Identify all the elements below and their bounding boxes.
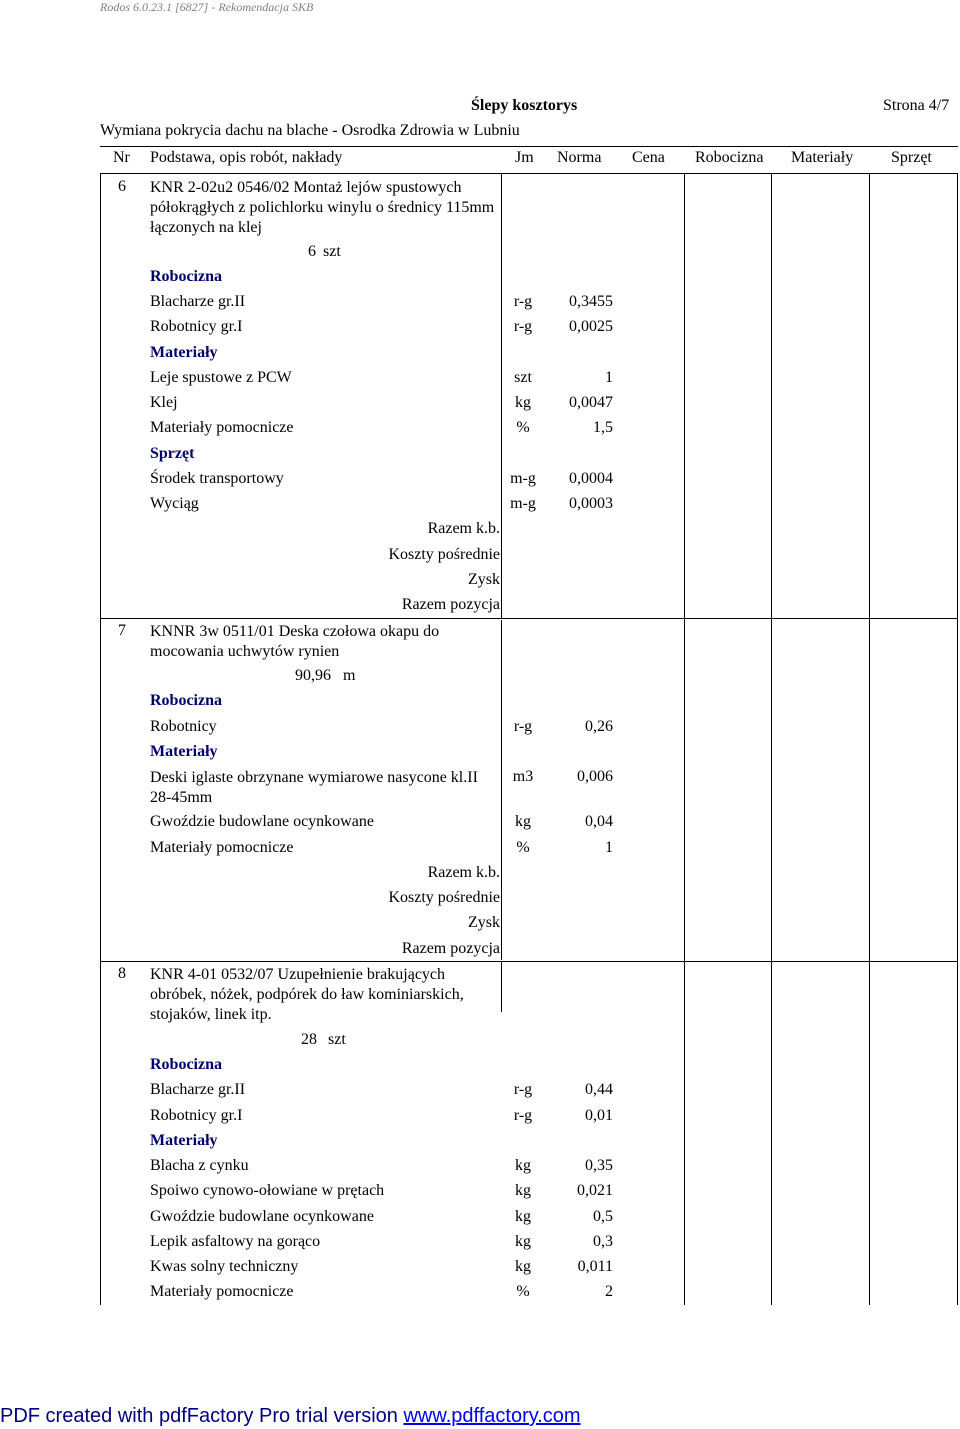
position-separator <box>100 618 958 619</box>
resource-unit: szt <box>514 369 532 386</box>
sum-razem-kb: Razem k.b. <box>427 864 500 881</box>
pdf-footer <box>0 1405 581 1428</box>
sum-zysk: Zysk <box>468 914 500 931</box>
resource-norm: 0,0004 <box>569 470 613 487</box>
resource-norm: 0,0025 <box>569 318 613 335</box>
resource-norm: 0,01 <box>585 1107 613 1124</box>
col-line-materialy <box>869 173 870 1305</box>
resource-name: Środek transportowy <box>150 470 284 487</box>
section-robocizna: Robocizna <box>150 268 222 285</box>
col-line-desc-8 <box>501 962 502 1012</box>
footer-text: PDF created with pdfFactory Pro trial version <box>0 1405 404 1427</box>
position-description: KNR 2-02u2 0546/02 Montaż lejów spustowych półokrągłych z polichlorku winylu o średnicy 115mm łączonych na klej <box>150 179 495 236</box>
col-header-materialy: Materiały <box>791 149 854 166</box>
section-materialy: Materiały <box>150 344 218 361</box>
resource-unit: kg <box>515 394 531 411</box>
col-header-opis: Podstawa, opis robót, nakłady <box>150 149 343 166</box>
section-robocizna: Robocizna <box>150 692 222 709</box>
resource-unit: kg <box>515 1233 531 1250</box>
col-line-left <box>100 173 101 1305</box>
resource-norm: 0,5 <box>593 1208 613 1225</box>
resource-unit: r-g <box>513 1107 533 1124</box>
resource-unit: % <box>516 839 530 856</box>
page-number: Strona 4/7 <box>883 97 950 114</box>
col-header-sprzet: Sprzęt <box>891 149 932 166</box>
sum-razem-kb: Razem k.b. <box>427 520 500 537</box>
resource-unit: m3 <box>512 768 534 785</box>
sum-koszty-posrednie: Koszty pośrednie <box>388 889 500 906</box>
col-header-nr: Nr <box>113 149 130 166</box>
resource-unit: kg <box>515 1157 531 1174</box>
resource-unit: r-g <box>513 318 533 335</box>
resource-unit: kg <box>515 1208 531 1225</box>
resource-norm: 0,3455 <box>569 293 613 310</box>
col-header-robocizna: Robocizna <box>695 149 764 166</box>
resource-name: Robotnicy <box>150 718 217 735</box>
resource-name: Materiały pomocnicze <box>150 1283 294 1300</box>
col-header-cena: Cena <box>632 149 665 166</box>
document-subtitle: Wymiana pokrycia dachu na blache - Osrodka Zdrowia w Lubniu <box>100 122 520 139</box>
resource-norm: 0,26 <box>585 718 613 735</box>
header-bottom-rule <box>100 173 958 174</box>
resource-norm: 0,3 <box>593 1233 613 1250</box>
resource-norm: 0,0003 <box>569 495 613 512</box>
resource-name: Robotnicy gr.I <box>150 1107 243 1124</box>
resource-name: Blacha z cynku <box>150 1157 249 1174</box>
resource-unit: kg <box>515 1258 531 1275</box>
sum-koszty-posrednie: Koszty pośrednie <box>388 546 500 563</box>
position-number: 7 <box>118 622 126 639</box>
resource-name: Lepik asfaltowy na gorąco <box>150 1233 321 1250</box>
resource-unit: kg <box>515 813 531 830</box>
position-description: KNR 4-01 0532/07 Uzupełnienie brakujących obróbek, nóżek, podpórek do ław kominiarskich, stojaków, linek itp. <box>150 966 464 1023</box>
resource-norm: 2 <box>605 1283 613 1300</box>
document-title: Ślepy kosztorys <box>471 97 578 114</box>
footer-link[interactable]: www.pdffactory.com <box>403 1405 581 1427</box>
header-top-rule <box>100 146 958 147</box>
position-quantity: 90,96 <box>295 667 331 684</box>
position-description: KNNR 3w 0511/01 Deska czołowa okapu do mocowania uchwytów rynien <box>150 623 440 660</box>
app-name: Rodos 6.0.23.1 [6827] - Rekomendacja SKB <box>100 0 314 14</box>
resource-name: Gwoździe budowlane ocynkowane <box>150 1208 374 1225</box>
resource-name: Materiały pomocnicze <box>150 839 294 856</box>
resource-norm: 0,44 <box>585 1081 613 1098</box>
resource-name: Leje spustowe z PCW <box>150 369 292 386</box>
resource-unit: m-g <box>510 470 536 487</box>
resource-unit: % <box>516 419 530 436</box>
resource-norm: 1 <box>605 369 613 386</box>
sum-zysk: Zysk <box>468 571 500 588</box>
resource-name: Blacharze gr.II <box>150 1081 246 1098</box>
col-line-cena <box>684 173 685 1305</box>
resource-name: Materiały pomocnicze <box>150 419 294 436</box>
sum-razem-pozycja: Razem pozycja <box>401 940 500 957</box>
section-materialy: Materiały <box>150 1132 218 1149</box>
section-robocizna: Robocizna <box>150 1056 222 1073</box>
resource-name: Gwoździe budowlane ocynkowane <box>150 813 374 830</box>
resource-unit: r-g <box>513 718 533 735</box>
resource-unit: % <box>516 1283 530 1300</box>
resource-norm: 1,5 <box>593 419 613 436</box>
resource-name: Klej <box>150 394 178 411</box>
section-sprzet: Sprzęt <box>150 445 195 462</box>
resource-name: Deski iglaste obrzynane wymiarowe nasycone kl.II 28-45mm <box>150 769 478 806</box>
section-materialy: Materiały <box>150 743 218 760</box>
resource-unit: m-g <box>510 495 536 512</box>
resource-unit: r-g <box>513 1081 533 1098</box>
position-number: 8 <box>118 965 126 982</box>
sum-razem-pozycja: Razem pozycja <box>401 596 500 613</box>
position-quantity: 6 <box>308 243 316 260</box>
resource-norm: 1 <box>605 839 613 856</box>
resource-unit: kg <box>515 1182 531 1199</box>
resource-name: Wyciąg <box>150 495 199 512</box>
col-line-desc-7 <box>501 620 502 960</box>
resource-unit: r-g <box>513 293 533 310</box>
resource-name: Robotnicy gr.I <box>150 318 243 335</box>
resource-name: Kwas solny techniczny <box>150 1258 299 1275</box>
resource-norm: 0,006 <box>577 768 613 785</box>
resource-norm: 0,04 <box>585 813 613 830</box>
resource-norm: 0,021 <box>577 1182 613 1199</box>
position-quantity: 28 <box>301 1031 317 1048</box>
resource-name: Blacharze gr.II <box>150 293 246 310</box>
col-header-norma: Norma <box>557 149 602 166</box>
position-unit: m <box>343 667 356 684</box>
position-number: 6 <box>118 178 126 195</box>
position-separator <box>100 961 958 962</box>
resource-norm: 0,011 <box>577 1258 613 1275</box>
resource-norm: 0,35 <box>585 1157 613 1174</box>
resource-name: Spoiwo cynowo-ołowiane w prętach <box>150 1182 385 1199</box>
col-line-robocizna <box>771 173 772 1305</box>
position-unit: szt <box>323 243 341 260</box>
col-header-jm: Jm <box>515 149 534 166</box>
resource-norm: 0,0047 <box>569 394 613 411</box>
position-unit: szt <box>328 1031 346 1048</box>
col-line-right <box>957 173 958 1305</box>
